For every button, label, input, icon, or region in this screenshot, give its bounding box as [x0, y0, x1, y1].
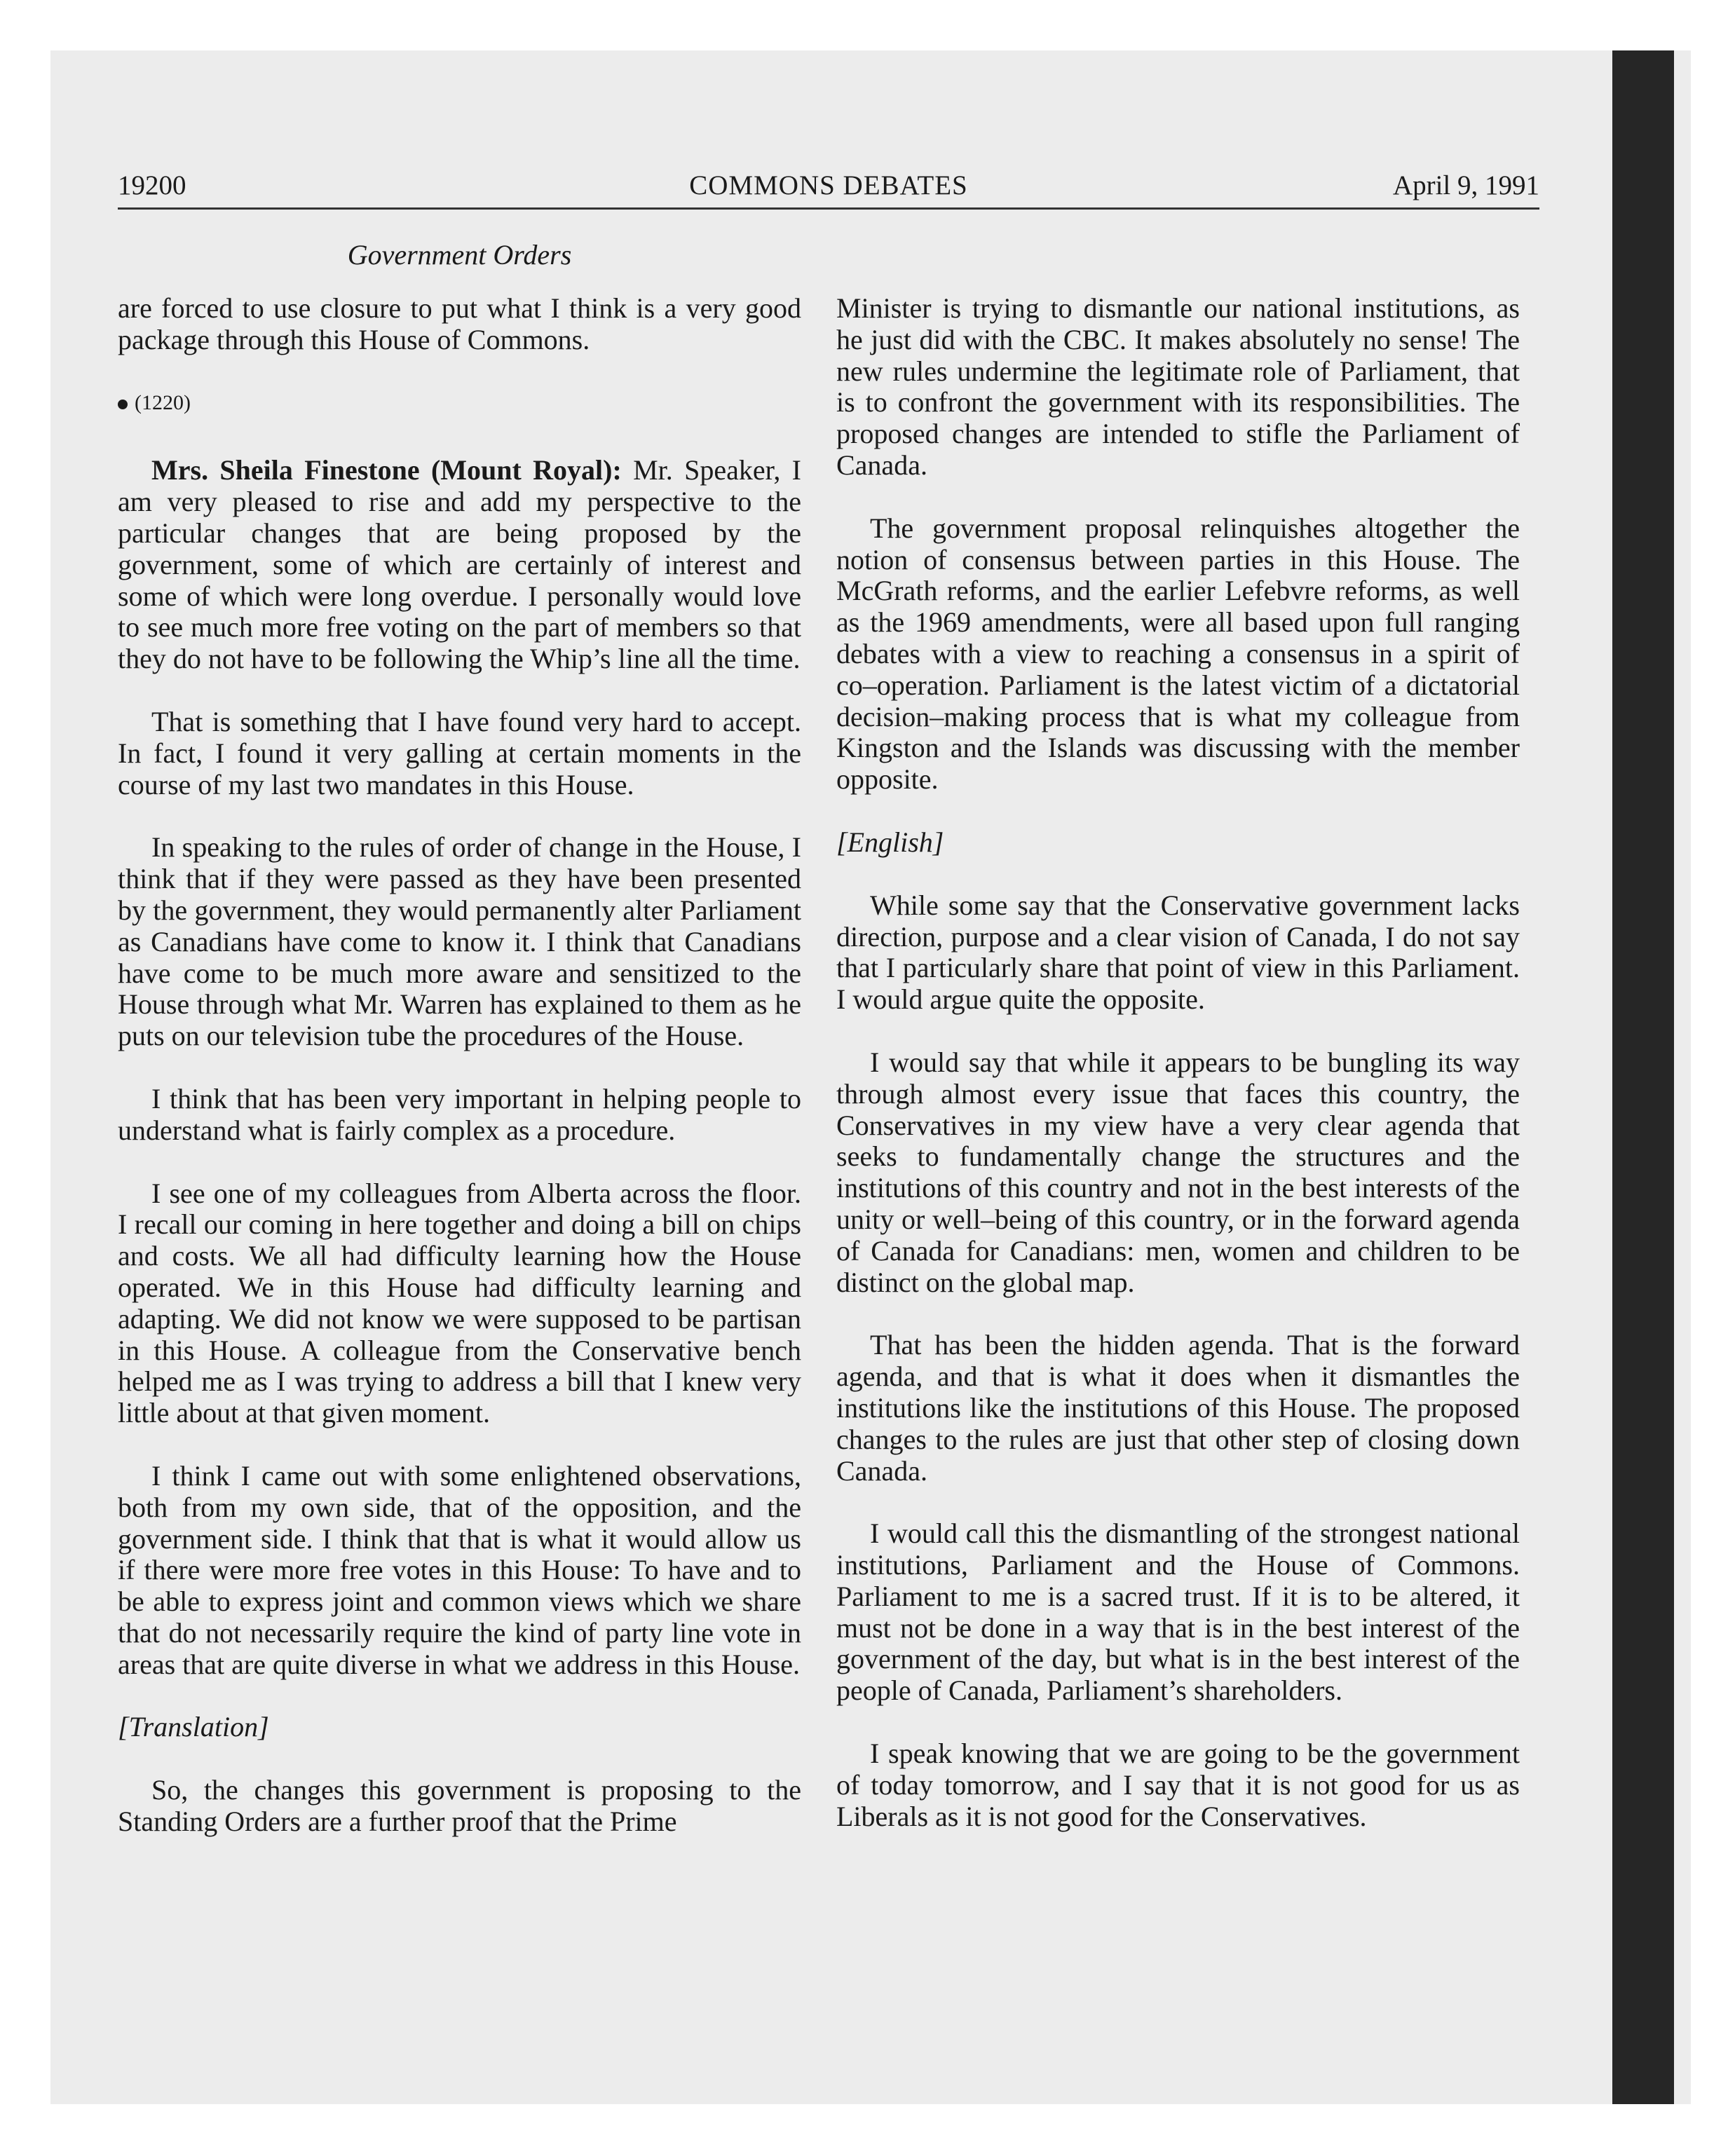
bullet-icon — [118, 400, 128, 409]
language-marker: [Translation] — [118, 1711, 269, 1743]
paragraph: The government proposal relinquishes altogether the notion of consensus between parties in this House. The McGrath reforms, and the earlier Lefebvre reforms, as well as the 1969 amendments, were all based upon full ranging debates with a view to reaching a consensus in a spirit of co–operation. Parliament is the latest victim of a dictatorial decision–making process that is what my colleague from Kingston and the Islands was discussing with the member opposite. — [836, 512, 1520, 796]
page-number: 19200 — [118, 170, 186, 200]
paragraph: I think I came out with some enlightened observations, both from my own side, that of the opposition, and the government side. I think that that is what it would allow us if there were more free votes in this House: To have and to be able to express joint and common views which we share that do not necessarily require the kind of party line vote in areas that are quite diverse in what we address in this House. — [118, 1459, 801, 1680]
publication-date: April 9, 1991 — [1392, 170, 1539, 200]
left-column — [118, 293, 801, 1869]
scan-dark-edge — [1612, 50, 1674, 2104]
speech-text: Mr. Speaker, I am very pleased to rise and add my perspective to the particular changes that are being proposed by the government, some of which are certainly of interest and some of which were long overdue. I personally would love to see much more free voting on the part of members so that they do not have to be following the Whip’s line all the time. — [118, 454, 801, 675]
paragraph: I would call this the dismantling of the strongest national institutions, Parliament and the House of Commons. Parliament to me is a sacred trust. If it is to be altered, it must not be done in a way that is in the best interest of the government of the day, but what is in the best interest of the people of Canada, Parliament’s shareholders. — [836, 1517, 1520, 1707]
speech-paragraph — [118, 455, 801, 675]
section-heading: Government Orders — [347, 239, 572, 271]
paragraph: I would say that while it appears to be bungling its way through almost every issue that faces this country, the Conservatives in my view have a very clear agenda that seeks to fundamentally change the structures and the institutions of this country and not in the best interests of the unity or well–being of this country, or in the forward agenda of Canada for Canadians: men, women and children to be distinct on the global map. — [836, 1046, 1520, 1298]
paragraph: I speak knowing that we are going to be the government of today tomorrow, and I say that it is not good for us as Liberals as it is not good for the Conservatives. — [836, 1738, 1520, 1832]
paragraph: So, the changes this government is proposing to the Standing Orders are a further proof that the Prime — [118, 1774, 801, 1838]
paragraph: I think that has been very important in helping people to understand what is fairly complex as a procedure. — [118, 1082, 801, 1146]
paragraph: In speaking to the rules of order of change in the House, I think that if they were passed as they have been presented by the government, they would permanently alter Parliament as Canadians have come to know it. I think that Canadians have come to be much more aware and sensitized to the House through what Mr. Warren has explained to them as he puts on our television tube the procedures of the House. — [118, 831, 801, 1052]
right-column — [836, 293, 1520, 1864]
time-marker — [118, 388, 801, 419]
publication-title: COMMONS DEBATES — [689, 170, 968, 200]
page-header — [118, 163, 1539, 210]
time-marker-text: (1220) — [135, 390, 191, 414]
paragraph: Minister is trying to dismantle our national institutions, as he just did with the CBC. It makes absolutely no sense! The new rules undermine the legitimate role of Parliament, that is to confront the government with its responsibilities. The proposed changes are intended to stifle the Parliament of Canada. — [836, 292, 1520, 481]
paragraph: That has been the hidden agenda. That is the forward agenda, and that is what it does when it dismantles the institutions like the institutions of this House. The proposed changes to the rules are just that other step of closing down Canada. — [836, 1329, 1520, 1487]
paragraph: While some say that the Conservative government lacks direction, purpose and a clear vision of Canada, I do not say that I particularly share that point of view in this Parliament. I would argue quite the opposite. — [836, 889, 1520, 1016]
paragraph: I see one of my colleagues from Alberta across the floor. I recall our coming in here together and doing a bill on chips and costs. We all had difficulty learning how the House operated. We in this House had difficulty learning and adapting. We did not know we were supposed to be partisan in this House. A colleague from the Conservative bench helped me as I was trying to address a bill that I knew very little about at that given moment. — [118, 1177, 801, 1429]
paragraph: are forced to use closure to put what I think is a very good package through this House of Commons. — [118, 292, 801, 355]
speaker-name: Mrs. Sheila Finestone (Mount Royal): — [151, 454, 622, 486]
language-marker: [English] — [836, 826, 944, 858]
paragraph: That is something that I have found very hard to accept. In fact, I found it very galling at certain moments in the course of my last two mandates in this House. — [118, 705, 801, 800]
